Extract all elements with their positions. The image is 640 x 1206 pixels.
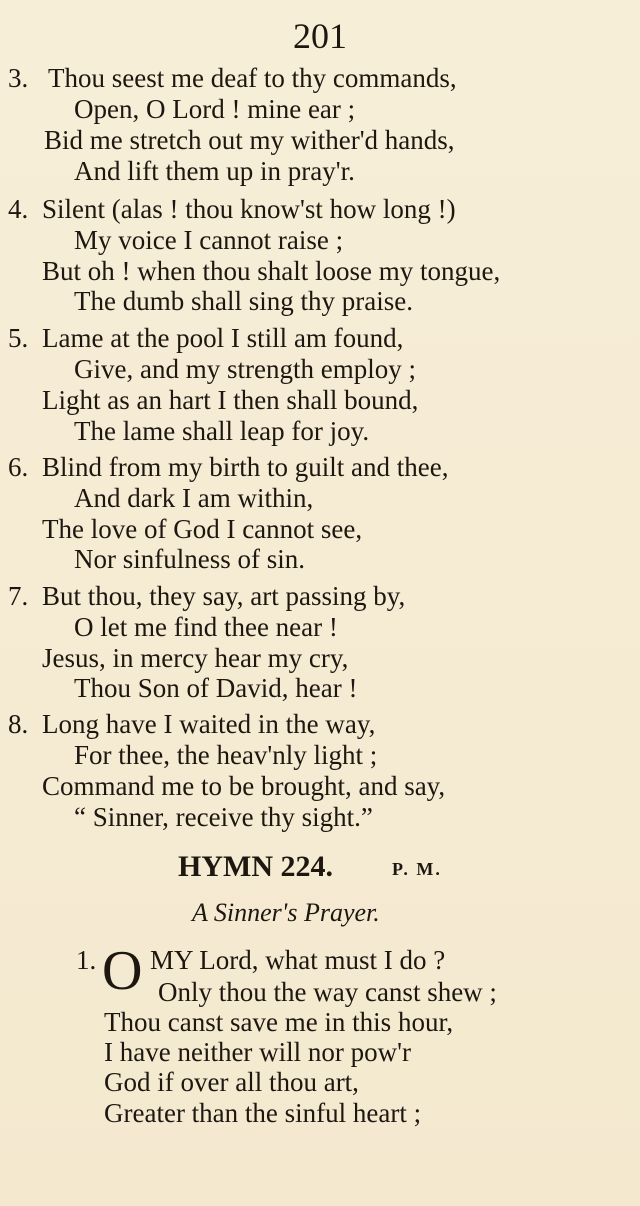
hymn-subtitle: A Sinner's Prayer. — [192, 898, 380, 927]
verse-line: Greater than the sinful heart ; — [104, 1098, 422, 1128]
verse-line: Command me to be brought, and say, — [42, 771, 446, 801]
verse-line: Thou seest me deaf to thy commands, — [48, 63, 457, 93]
stanza-number: 1. — [76, 945, 97, 975]
verse-line: Lame at the pool I still am found, — [42, 323, 404, 353]
verse-line: The dumb shall sing thy praise. — [74, 286, 413, 316]
verse-line: Give, and my strength employ ; — [74, 354, 416, 384]
verse-line: “ Sinner, receive thy sight.” — [74, 802, 373, 832]
verse-line: God if over all thou art, — [104, 1067, 359, 1097]
stanza-number: 3. — [8, 63, 29, 93]
drop-cap: O — [102, 940, 143, 1002]
verse-line: Blind from my birth to guilt and thee, — [42, 452, 449, 482]
verse-line: Open, O Lord ! mine ear ; — [74, 94, 356, 124]
verse-line: But oh ! when thou shalt loose my tongue, — [42, 256, 501, 286]
verse-line: And dark I am within, — [74, 483, 314, 513]
verse-line: Light as an hart I then shall bound, — [42, 385, 419, 415]
verse-line: MY Lord, what must I do ? — [150, 945, 446, 975]
verse-line: The lame shall leap for joy. — [74, 416, 370, 446]
verse-line: I have neither will nor pow'r — [104, 1037, 412, 1067]
verse-line: Bid me stretch out my wither'd hands, — [44, 125, 455, 155]
verse-line: The love of God I cannot see, — [42, 514, 363, 544]
verse-line: Thou Son of David, hear ! — [74, 673, 358, 703]
page-number: 201 — [293, 16, 347, 56]
hymn-title: HYMN 224. — [178, 850, 333, 883]
verse-line: But thou, they say, art passing by, — [42, 581, 406, 611]
verse-line: Silent (alas ! thou know'st how long !) — [42, 194, 456, 224]
verse-line: Nor sinfulness of sin. — [74, 544, 305, 574]
hymn-meter: P. M. — [392, 859, 442, 879]
verse-line: My voice I cannot raise ; — [74, 225, 344, 255]
stanza-number: 5. — [8, 323, 29, 353]
stanza-number: 7. — [8, 581, 29, 611]
stanza-number: 4. — [8, 194, 29, 224]
verse-line: Long have I waited in the way, — [42, 709, 376, 739]
verse-line: O let me find thee near ! — [74, 612, 338, 642]
verse-line: Jesus, in mercy hear my cry, — [42, 643, 349, 673]
stanza-number: 8. — [8, 709, 29, 739]
verse-line: For thee, the heav'nly light ; — [74, 740, 378, 770]
verse-line: And lift them up in pray'r. — [74, 156, 355, 186]
verse-line: Thou canst save me in this hour, — [104, 1007, 454, 1037]
stanza-number: 6. — [8, 452, 29, 482]
verse-line: Only thou the way canst shew ; — [158, 977, 497, 1007]
